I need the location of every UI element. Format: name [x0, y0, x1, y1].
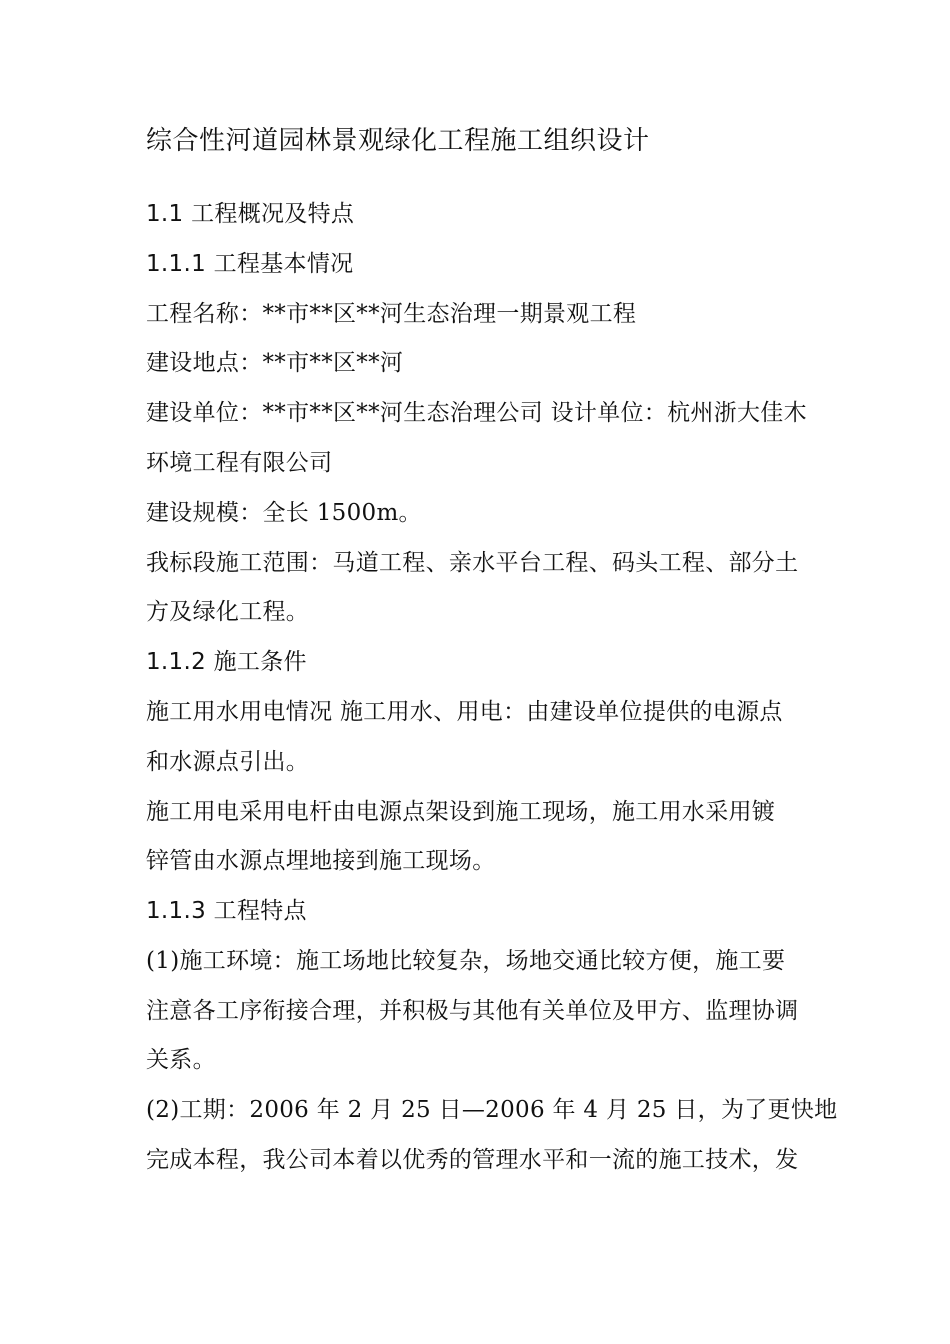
- paragraph-line: 施工用电采用电杆由电源点架设到施工现场，施工用水采用镀: [146, 799, 776, 825]
- paragraph-line: 我标段施工范围：马道工程、亲水平台工程、码头工程、部分土: [146, 550, 799, 576]
- paragraph-line: 关系。: [146, 1047, 216, 1073]
- paragraph-line: 和水源点引出。: [146, 749, 310, 775]
- paragraph-line: 施工用水用电情况 施工用水、用电：由建设单位提供的电源点: [146, 699, 783, 725]
- document-title: 综合性河道园林景观绿化工程施工组织设计: [146, 126, 650, 156]
- section-heading-1-1-3: 1.1.3 工程特点: [146, 898, 307, 924]
- section-heading-1-1-2: 1.1.2 施工条件: [146, 649, 307, 675]
- paragraph-line: 建设单位：**市**区**河生态治理公司 设计单位：杭州浙大佳木: [146, 400, 807, 426]
- paragraph-line: 方及绿化工程。: [146, 599, 310, 625]
- paragraph-line: 锌管由水源点埋地接到施工现场。: [146, 848, 496, 874]
- paragraph-line: 注意各工序衔接合理，并积极与其他有关单位及甲方、监理协调: [146, 998, 799, 1024]
- section-heading-1-1: 1.1 工程概况及特点: [146, 201, 355, 227]
- paragraph-line: (1)施工环境：施工场地比较复杂，场地交通比较方便，施工要: [146, 948, 786, 974]
- section-heading-1-1-1: 1.1.1 工程基本情况: [146, 251, 354, 277]
- paragraph-line: 环境工程有限公司: [146, 450, 333, 476]
- paragraph-line: 建设规模：全长 1500m。: [146, 500, 422, 526]
- paragraph-line: (2)工期：2006 年 2 月 25 日—2006 年 4 月 25 日，为了更快地: [146, 1097, 838, 1123]
- paragraph-line: 工程名称：**市**区**河生态治理一期景观工程: [146, 301, 637, 327]
- paragraph-line: 建设地点：**市**区**河: [146, 350, 404, 376]
- paragraph-line: 完成本程，我公司本着以优秀的管理水平和一流的施工技术，发: [146, 1147, 799, 1173]
